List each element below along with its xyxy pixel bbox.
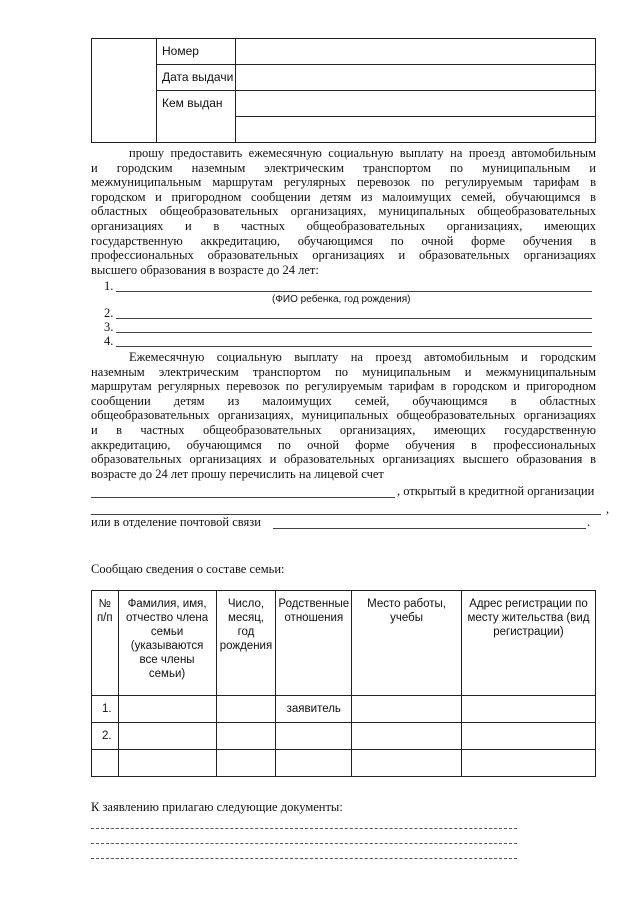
document-line-field[interactable] <box>91 843 517 844</box>
paragraph-line: и городским наземным электрическим транспортом по муниципальным и <box>91 160 596 175</box>
address-cell[interactable] <box>461 750 595 777</box>
col-header-number: № п/п <box>92 591 119 696</box>
paragraph-line: областных общеобразовательных организациях, муниципальных общеобразовательных <box>91 204 596 219</box>
child-number: 1. <box>104 279 114 293</box>
col-header-birthdate: Число, месяц, год рождения <box>216 591 276 696</box>
post-office-field[interactable] <box>273 528 586 529</box>
paragraph-line: государственную аккредитацию, обучающимся по очной форме обучения в <box>91 233 596 248</box>
row-number: 2. <box>92 723 119 750</box>
paragraph-line: городском и пригородном сообщении детям из малоимущих семей, обучающимся в <box>91 189 596 204</box>
table-divider <box>156 90 595 91</box>
paragraph-line: общеобразовательных организациях, муниципальных общеобразовательных организациях <box>91 408 596 423</box>
workplace-cell[interactable] <box>352 723 462 750</box>
table-header-row <box>92 591 596 696</box>
issue-date-field[interactable] <box>236 66 594 89</box>
paragraph-line: возрасте до 24 лет прошу перечислить на лицевой счет <box>91 466 384 481</box>
issue-date-label: Дата выдачи <box>162 70 234 84</box>
birthdate-cell[interactable] <box>216 696 276 723</box>
relation-cell[interactable] <box>276 723 352 750</box>
child-name-field[interactable] <box>116 318 592 319</box>
paragraph-line: прошу предоставить ежемесячную социальную выплату на проезд автомобильным <box>129 146 596 160</box>
col-header-workplace: Место работы, учебы <box>352 591 462 696</box>
col-header-fullname: Фамилия, имя, отчество члена семьи (указываются все члены семьи) <box>118 591 216 696</box>
comma-mark: , <box>606 502 610 516</box>
birthdate-cell[interactable] <box>216 750 276 777</box>
paragraph-line: наземным электрическим транспортом по муниципальным и межмуниципальным <box>91 364 596 379</box>
issued-by-field-2[interactable] <box>236 118 594 141</box>
paragraph-line: аккредитацию, обучающимся по очной форме обучения в профессиональных <box>91 437 596 452</box>
workplace-cell[interactable] <box>352 750 462 777</box>
issued-by-field[interactable] <box>236 92 594 115</box>
table-divider <box>156 64 595 65</box>
issued-by-label: Кем выдан <box>162 96 223 110</box>
fullname-cell[interactable] <box>118 696 216 723</box>
address-cell[interactable] <box>461 696 595 723</box>
row-number: 1. <box>92 696 119 723</box>
family-intro: Сообщаю сведения о составе семьи: <box>91 562 285 576</box>
paragraph-line: Ежемесячную социальную выплату на проезд автомобильным и городским <box>129 350 596 364</box>
number-field[interactable] <box>236 40 594 63</box>
document-line-field[interactable] <box>91 828 517 829</box>
fullname-cell[interactable] <box>118 723 216 750</box>
document-line-field[interactable] <box>91 858 517 859</box>
post-office-text: или в отделение почтовой связи <box>91 515 261 529</box>
table-divider <box>235 116 595 117</box>
period-mark: . <box>587 515 591 529</box>
child-number: 3. <box>104 320 114 334</box>
number-label: Номер <box>162 44 199 58</box>
table-row <box>92 696 596 723</box>
fullname-cell[interactable] <box>118 750 216 777</box>
account-number-field[interactable] <box>91 497 395 498</box>
paragraph-line: сообщении детям из малоимущих семей, обучающимся в областных <box>91 393 596 408</box>
relation-cell[interactable]: заявитель <box>276 696 352 723</box>
opened-in-text: , открытый в кредитной организации <box>397 484 595 498</box>
child-number: 2. <box>104 306 114 320</box>
birthdate-cell[interactable] <box>216 723 276 750</box>
table-row <box>92 750 596 777</box>
col-header-relation: Родственные отношения <box>276 591 352 696</box>
child-caption: (ФИО ребенка, год рождения) <box>272 294 411 305</box>
paragraph-line: высшего образования в возрасте до 24 лет: <box>91 262 319 277</box>
child-number: 4. <box>104 334 114 348</box>
child-name-field[interactable] <box>116 346 592 347</box>
table-row <box>92 723 596 750</box>
paragraph-line: организациях и в частных общеобразовательных организациях, имеющих <box>91 219 596 233</box>
paragraph-line: и в частных общеобразовательных организациях, имеющих государственную <box>91 423 596 437</box>
paragraph-line: маршрутам регулярных перевозок по регулируемым тарифам в городском и пригородном <box>91 379 596 394</box>
id-document-table <box>91 38 596 143</box>
col-header-address: Адрес регистрации по месту жительства (вид регистрации) <box>461 591 595 696</box>
row-number <box>92 750 119 777</box>
paragraph-line: образовательных организациях и образовательных организациях высшего образования в <box>91 452 596 467</box>
paragraph-line: межмуниципальным маршрутам регулярных перевозок по регулируемым тарифам в <box>91 175 596 190</box>
paragraph-line: профессиональных образовательных организациях и образовательных организациях <box>91 248 596 263</box>
documents-intro: К заявлению прилагаю следующие документы: <box>91 800 343 814</box>
child-name-field[interactable] <box>116 291 592 292</box>
relation-cell[interactable] <box>276 750 352 777</box>
family-table <box>91 590 596 777</box>
child-name-field[interactable] <box>116 332 592 333</box>
workplace-cell[interactable] <box>352 696 462 723</box>
address-cell[interactable] <box>461 723 595 750</box>
